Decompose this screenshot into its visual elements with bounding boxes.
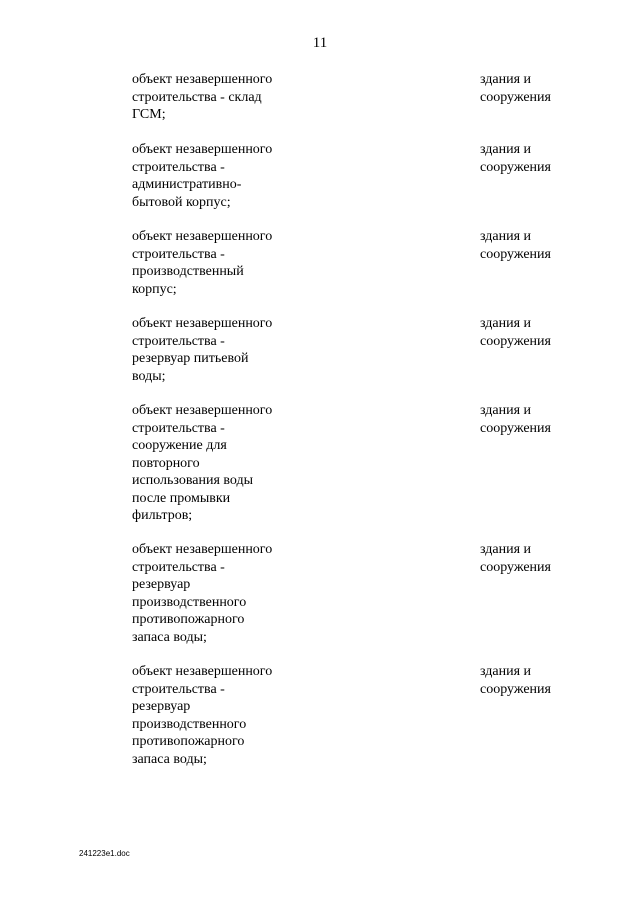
entry-description: объект незавершенного строительства - резервуар производственного противопожарного запаса воды; <box>132 542 273 645</box>
list-item <box>0 402 640 524</box>
entry-description: объект незавершенного строительства - производственный корпус; <box>132 229 273 297</box>
list-item <box>0 315 640 385</box>
entry-description: объект незавершенного строительства - склад ГСМ; <box>132 72 273 122</box>
entry-category: здания и сооружения <box>480 542 551 575</box>
entry-description: объект незавершенного строительства - сооружение для повторного использования воды после промывки фильтров; <box>132 403 273 523</box>
document-filename: 241223e1.doc <box>79 849 130 858</box>
entry-category: здания и сооружения <box>480 664 551 697</box>
list-item <box>0 71 640 123</box>
list-item <box>0 541 640 646</box>
list-item <box>0 663 640 768</box>
entry-category: здания и сооружения <box>480 403 551 436</box>
entry-list <box>0 71 640 785</box>
entry-description: объект незавершенного строительства - резервуар питьевой воды; <box>132 316 273 384</box>
list-item <box>0 141 640 211</box>
entry-category: здания и сооружения <box>480 229 551 262</box>
entry-category: здания и сооружения <box>480 142 551 175</box>
list-item <box>0 228 640 298</box>
entry-category: здания и сооружения <box>480 316 551 349</box>
entry-description: объект незавершенного строительства - административно- бытовой корпус; <box>132 142 273 210</box>
entry-category: здания и сооружения <box>480 72 551 105</box>
entry-description: объект незавершенного строительства - резервуар производственного противопожарного запаса воды; <box>132 664 273 767</box>
page-number: 11 <box>312 35 328 51</box>
